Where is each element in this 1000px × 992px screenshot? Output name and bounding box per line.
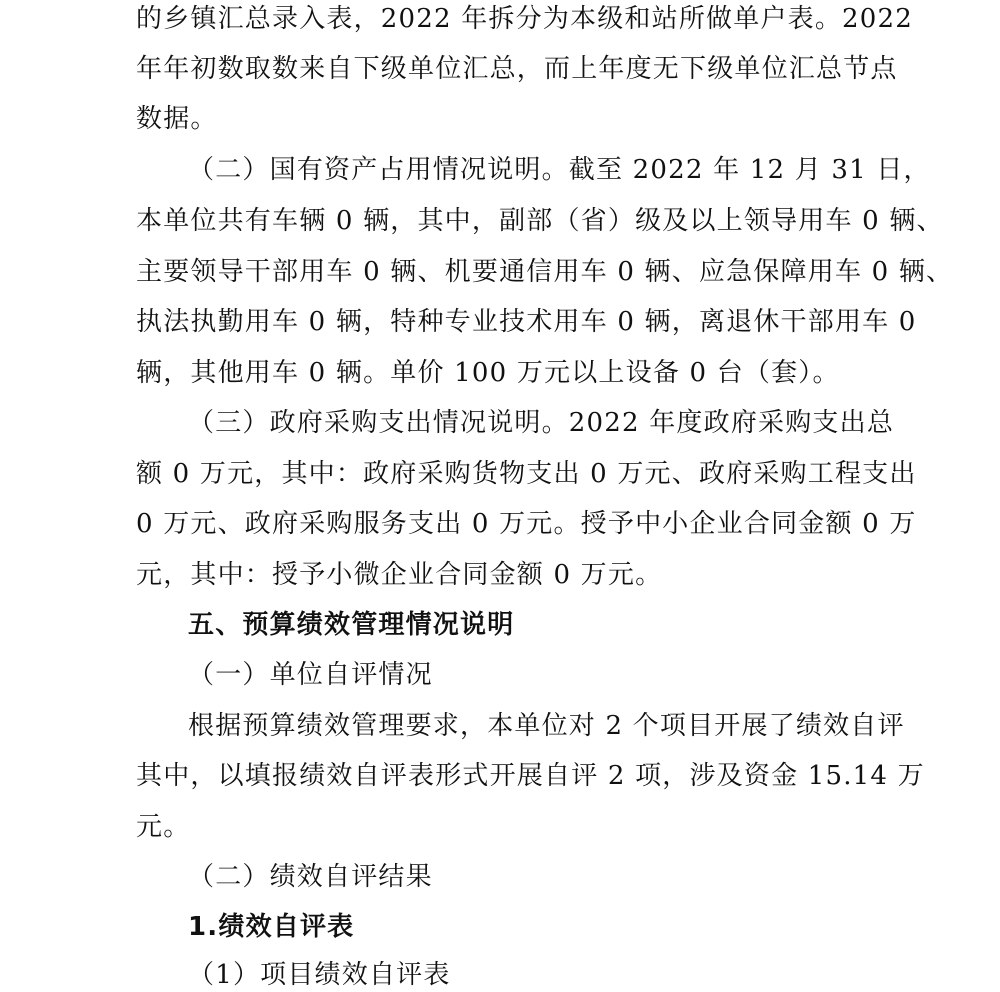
paragraph-line: 根据预算绩效管理要求，本单位对 2 个项目开展了绩效自评 (188, 711, 905, 741)
paragraph-line: 其中，以填报绩效自评表形式开展自评 2 项，涉及资金 15.14 万 (136, 761, 925, 791)
paragraph-line: 0 万元、政府采购服务支出 0 万元。授予中小企业合同金额 0 万 (136, 509, 917, 539)
item-heading-table: 1.绩效自评表 (188, 912, 355, 942)
subsection-heading-results: （二）绩效自评结果 (188, 862, 433, 892)
paragraph-line: 元，其中：授予小微企业合同金额 0 万元。 (136, 560, 663, 590)
subsection-heading-self-evaluation: （一）单位自评情况 (188, 660, 433, 690)
paragraph-line: 执法执勤用车 0 辆，特种专业技术用车 0 辆，离退休干部用车 0 (136, 307, 917, 337)
section-heading-assets: （二）国有资产占用情况说明。截至 2022 年 12 月 31 日， (188, 155, 931, 185)
section-heading-procurement: （三）政府采购支出情况说明。2022 年度政府采购支出总 (188, 408, 895, 438)
paragraph-line: 本单位共有车辆 0 辆，其中，副部（省）级及以上领导用车 0 辆、 (136, 206, 944, 236)
paragraph-line: 年年初数取数来自下级单位汇总，而上年度无下级单位汇总节点 (136, 54, 898, 84)
paragraph-line: 主要领导干部用车 0 辆、机要通信用车 0 辆、应急保障用车 0 辆、 (136, 257, 954, 287)
paragraph-line: 数据。 (136, 104, 218, 134)
item-heading-project-table: （1）项目绩效自评表 (188, 960, 451, 990)
paragraph-line: 元。 (136, 812, 191, 842)
paragraph-line: 的乡镇汇总录入表，2022 年拆分为本级和站所做单户表。2022 (136, 4, 914, 34)
paragraph-line: 额 0 万元，其中：政府采购货物支出 0 万元、政府采购工程支出 (136, 459, 917, 489)
paragraph-line: 辆，其他用车 0 辆。单价 100 万元以上设备 0 台（套）。 (136, 358, 840, 388)
section-heading-performance: 五、预算绩效管理情况说明 (188, 610, 515, 640)
